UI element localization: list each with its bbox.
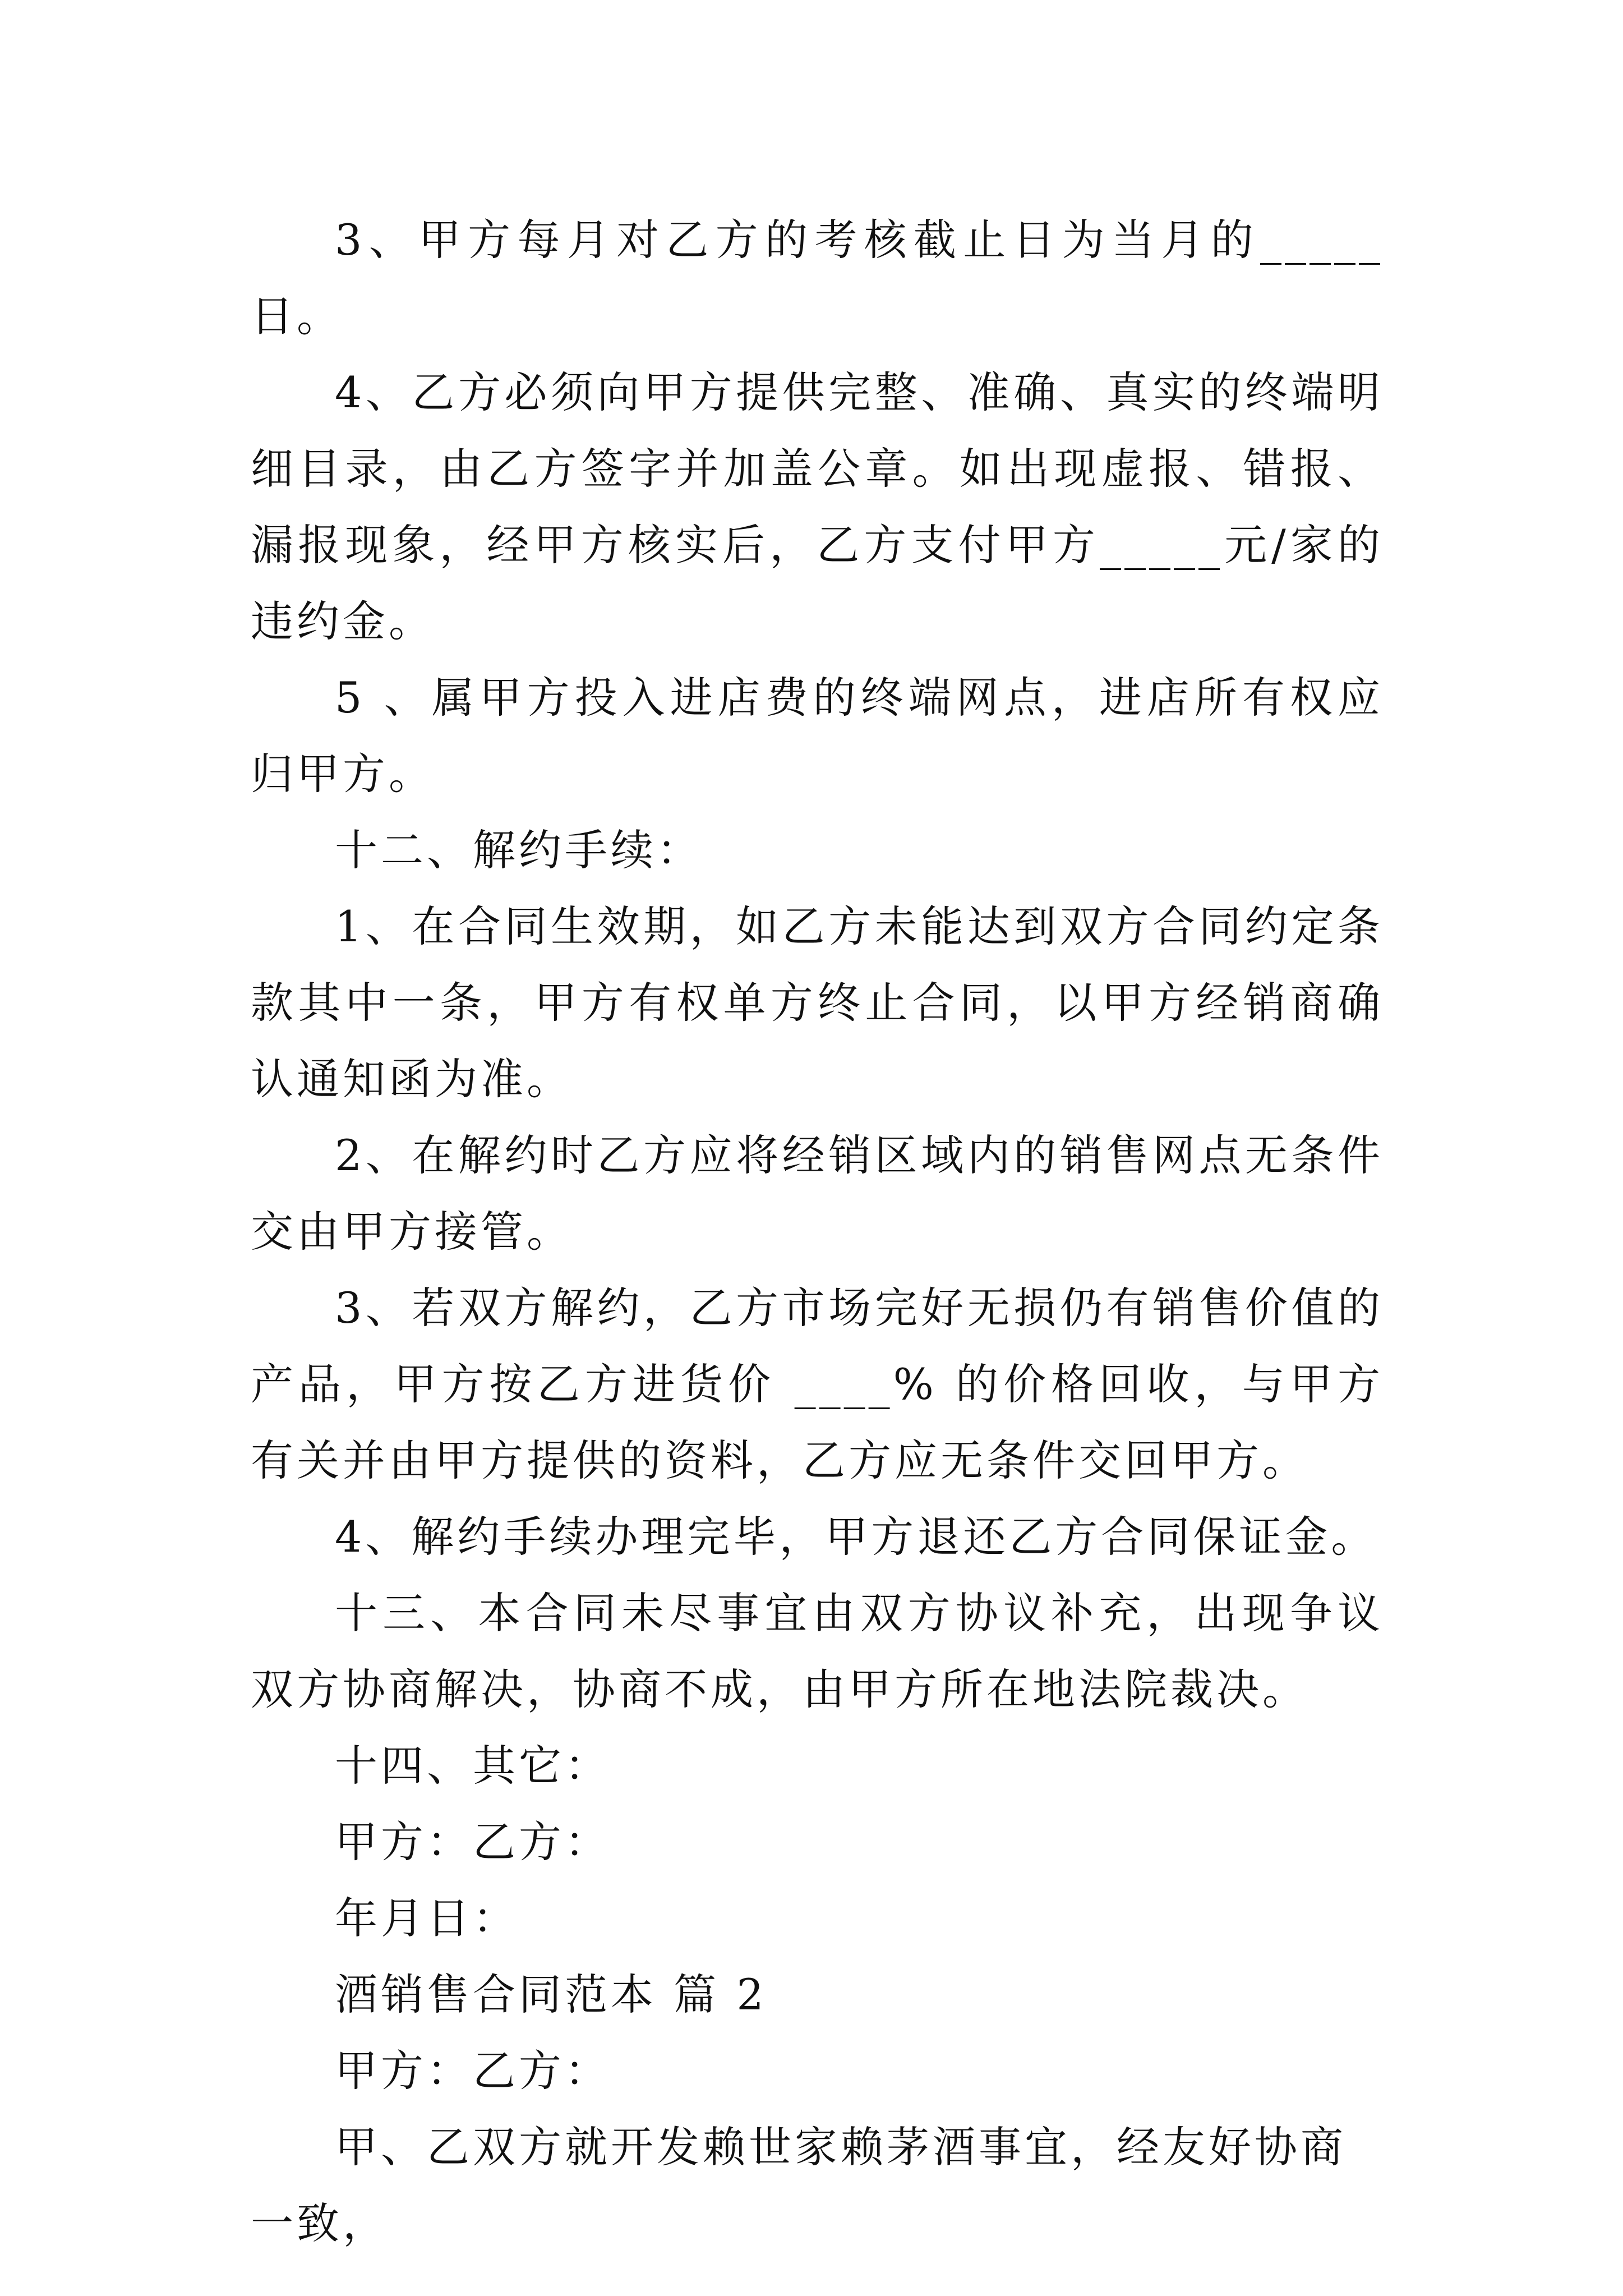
section-heading-termination: 十二、解约手续： <box>335 825 703 875</box>
paragraph-termination-4: 4、解约手续办理完毕，甲方退还乙方合同保证金。 <box>335 1512 1377 1562</box>
paragraph-section-13: 十三、本合同未尽事宜由双方协议补充，出现争议双方协商解决，协商不成，由甲方所在地法院裁决。 <box>251 1588 1384 1714</box>
signature-parties: 甲方：乙方： <box>335 1817 611 1867</box>
paragraph-ownership: 5 、属甲方投入进店费的终端网点，进店所有权应归甲方。 <box>251 673 1384 799</box>
paragraph-termination-2: 2、在解约时乙方应将经销区域内的销售网点无条件交由甲方接管。 <box>251 1130 1384 1257</box>
paragraph-assessment-deadline: 3、甲方每月对乙方的考核截止日为当月的_____ 日。 <box>251 215 1401 341</box>
paragraph-terminal-list: 4、乙方必须向甲方提供完整、准确、真实的终端明细目录，由乙方签字并加盖公章。如出现虚报、错报、漏报现象，经甲方核实后，乙方支付甲方_____元/家的违约金。 <box>251 367 1384 646</box>
paragraph-termination-3: 3、若双方解约，乙方市场完好无损仍有销售价值的产品，甲方按乙方进货价 ____% 的价格回收，与甲方有关并由甲方提供的资料，乙方应无条件交回甲方。 <box>251 1283 1384 1485</box>
document-body <box>251 202 1401 2262</box>
contract-title-part-2: 酒销售合同范本 篇 2 <box>335 1970 767 2019</box>
parties-line-part-2: 甲方：乙方： <box>335 2046 611 2096</box>
section-heading-other: 十四、其它： <box>335 1741 611 1791</box>
paragraph-intro-part-2: 甲、乙双方就开发赖世家赖茅酒事宜，经友好协商一致， <box>251 2122 1347 2248</box>
paragraph-termination-1: 1、在合同生效期，如乙方未能达到双方合同约定条款其中一条，甲方有权单方终止合同，以甲方经销商确认通知函为准。 <box>251 901 1384 1104</box>
signature-date: 年月日： <box>335 1893 519 1943</box>
